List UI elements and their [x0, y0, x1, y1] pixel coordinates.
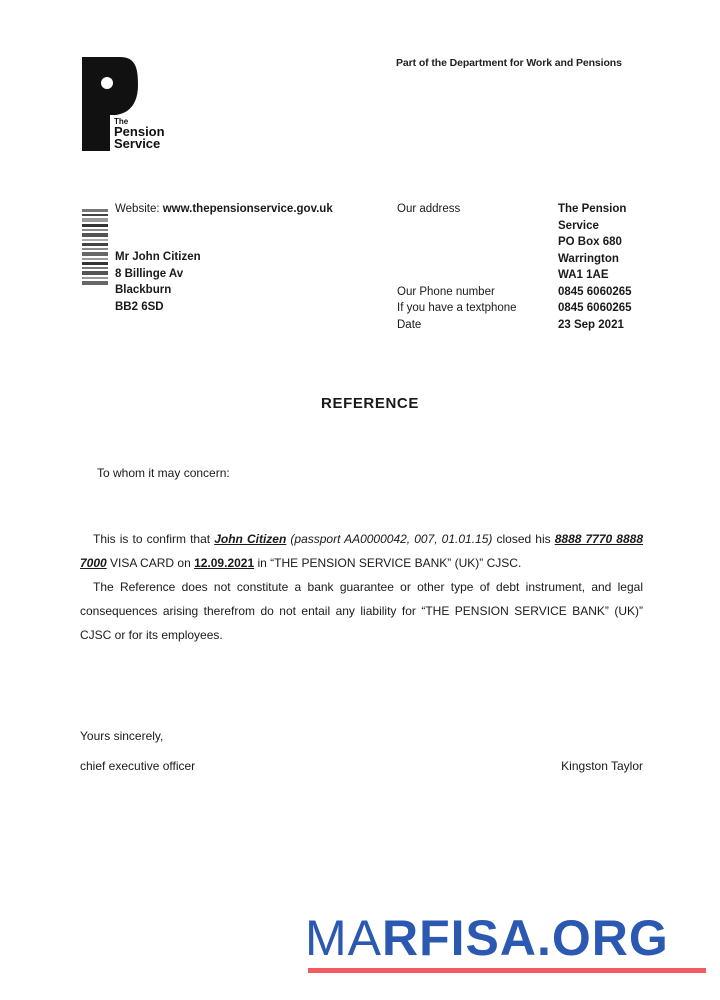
signer-name: Kingston Taylor	[561, 759, 643, 773]
office-address-1: The Pension	[558, 203, 627, 215]
phone-value: 0845 6060265	[558, 285, 632, 298]
contact-labels	[397, 201, 517, 333]
card-type: VISA CARD on	[106, 556, 195, 570]
watermark-light: MA	[305, 910, 382, 966]
customer-name: John Citizen	[214, 532, 287, 546]
label-date: Date	[397, 318, 422, 331]
recipient-postcode: BB2 6SD	[115, 300, 164, 313]
recipient-city: Blackburn	[115, 284, 172, 296]
label-textphone: If you have a textphone	[397, 302, 517, 314]
website-url: www.thepensionservice.gov.uk	[162, 203, 333, 215]
disclaimer-text: The Reference does not constitute a bank guarantee or other type of debt instrument, and legal consequences arising therefrom do not entail any liability for “THE PENSION SERVICE BANK” (UK)” CJSC or for its employees.	[80, 580, 643, 642]
label-phone: Our Phone number	[397, 285, 495, 298]
signer-role: chief executive officer	[80, 759, 196, 773]
disclaimer-paragraph	[80, 575, 643, 647]
passport-details: (passport AA0000042, 007, 01.01.15)	[286, 532, 493, 546]
office-address-3: PO Box 680	[558, 236, 622, 248]
recipient-name: Mr John Citizen	[115, 251, 201, 263]
confirmation-paragraph	[80, 527, 643, 575]
office-address-4: Warrington	[558, 252, 619, 265]
greeting: To whom it may concern:	[97, 466, 230, 480]
recipient-address	[115, 249, 201, 315]
p1-intro: This is to confirm that	[93, 532, 215, 546]
logo-wordmark	[114, 117, 165, 150]
contact-values	[558, 201, 632, 333]
logo-pension: Pension	[114, 124, 165, 139]
card-number: 8888 7770 8888 7000	[80, 532, 643, 570]
pension-service-logo	[80, 55, 170, 155]
office-address-5: WA1 1AE	[558, 269, 609, 281]
marfisa-watermark	[305, 910, 669, 966]
watermark-underline	[308, 968, 706, 973]
close-date: 12.09.2021	[194, 556, 255, 570]
p1-end: in “THE PENSION SERVICE BANK” (UK)” CJSC.	[254, 556, 522, 570]
label-address: Our address	[397, 203, 461, 215]
website-label: Website:	[115, 203, 160, 215]
recipient-street: 8 Billinge Av	[115, 267, 184, 280]
department-line: Part of the Department for Work and Pensions	[396, 57, 622, 69]
watermark-bold: RFISA.ORG	[382, 910, 669, 966]
logo-the: The	[114, 117, 129, 126]
p1-mid: closed his	[492, 532, 555, 546]
office-address-2: Service	[558, 219, 599, 232]
textphone-value: 0845 6060265	[558, 302, 632, 314]
website-line	[115, 201, 333, 218]
barcode-icon	[82, 209, 108, 285]
logo-service: Service	[114, 136, 161, 151]
date-value: 23 Sep 2021	[558, 318, 624, 331]
closing: Yours sincerely,	[80, 729, 164, 743]
document-title: REFERENCE	[321, 395, 419, 412]
